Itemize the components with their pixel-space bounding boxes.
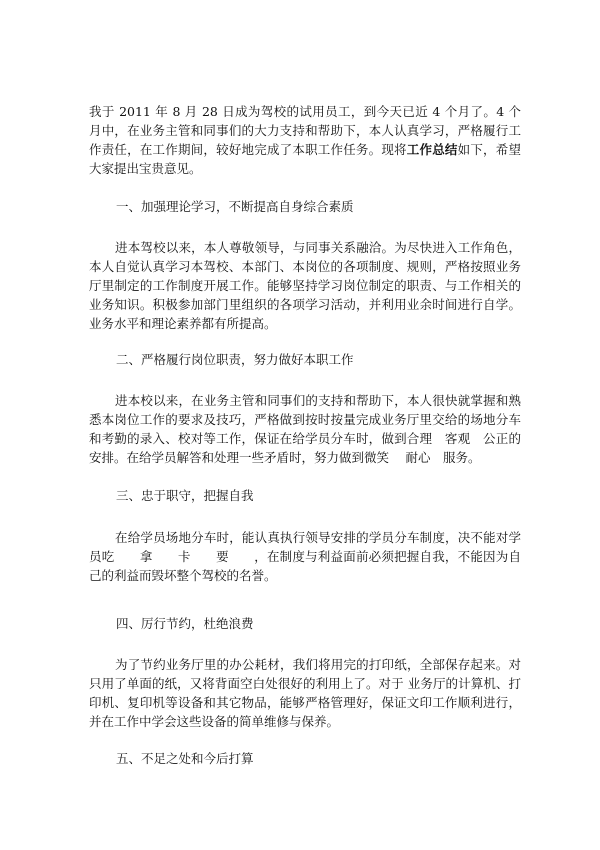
section-2-heading: 二、严格履行岗位职责，努力做好本职工作 bbox=[116, 352, 354, 367]
section-3-body: 在给学员场地分车时，能认真执行领导安排的学员分车制度，决不能对学员吃 拿 卡 要 ，在制度与利益面前必须把握自我，不能因为自己的利益而毁坏整个驾校的名誉。 bbox=[89, 530, 521, 583]
section-1-body: 进本驾校以来，本人尊敬领导，与同事关系融洽。为尽快进入工作角色，本人自觉认真学习本驾校、本部门、本岗位的各项制度、规则，严格按照业务厅里制定的工作制度开展工作。能够坚持学习岗位制定的职责、与工作相关的业务知识。积极参加部门里组织的各项学习活动，并利用业余时间进行自学。业务水平和理论素养都有所提高。 bbox=[89, 240, 521, 331]
section-4-body: 为了节约业务厅里的办公耗材，我们将用完的打印纸，全部保存起来。对只用了单面的纸，又将背面空白处很好的利用上了。对于 业务厅的计算机、打印机、复印机等设备和其它物品，能够严格管理好，保证文印工作顺利进行，并在工作中学会这些设备的简单维修与保养。 bbox=[89, 657, 521, 729]
intro-bold-text: 工作总结 bbox=[406, 142, 458, 157]
section-5-heading: 五、不足之处和今后打算 bbox=[116, 751, 254, 766]
intro-text-before: 我于 2011 年 8 月 28 日成为驾校的试用员工，到今天已近 4 个月了。4 个月中，在业务主管和同事们的大力支持和帮助下，本人认真学习，严格履行工作责任，在工作期间，较好地完成了本职工作任务。现将 bbox=[89, 104, 521, 157]
section-1-heading: 一、加强理论学习，不断提高自身综合素质 bbox=[116, 199, 354, 214]
intro-text-after: 如下，希望大家提出宝贵意见。 bbox=[89, 142, 521, 176]
section-4-heading: 四、厉行节约，杜绝浪费 bbox=[116, 616, 254, 631]
section-3-heading: 三、忠于职守，把握自我 bbox=[116, 488, 254, 503]
section-2-body: 进本校以来，在业务主管和同事们的支持和帮助下，本人很快就掌握和熟悉本岗位工作的要求及技巧，严格做到按时按量完成业务厅里交给的场地分车和考勤的录入、校对等工作，保证在给学员分车时，做到合理 客观 公正的安排。在给学员解答和处理一些矛盾时，努力做到微笑 耐心 服务。 bbox=[89, 393, 521, 465]
intro-paragraph bbox=[89, 102, 521, 178]
